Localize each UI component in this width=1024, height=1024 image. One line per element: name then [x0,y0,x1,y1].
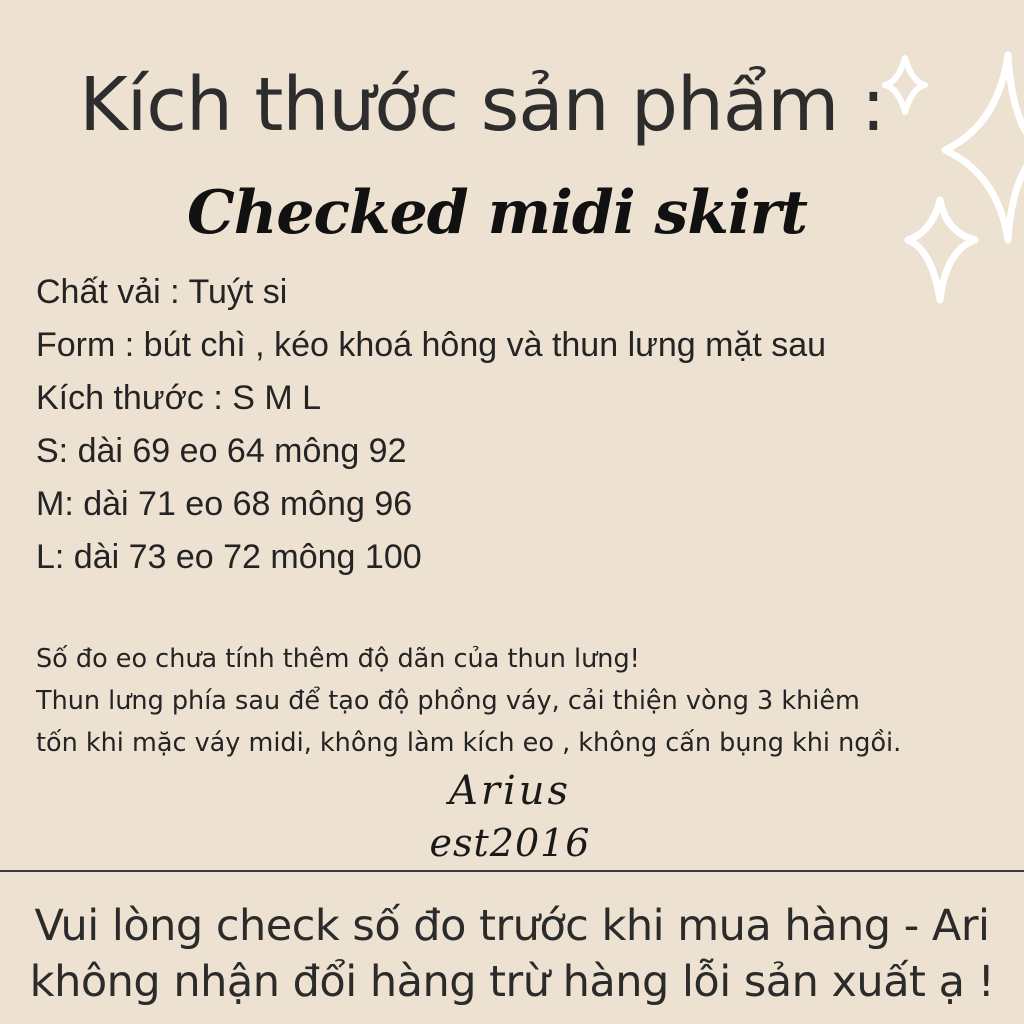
footer-notice [0,898,1024,1010]
spec-list [36,266,996,584]
brand-logo [420,765,600,869]
product-name: Checked midi skirt [186,178,808,248]
spec-form: Form : bút chì , kéo khoá hông và thun lưng mặt sau [36,326,827,364]
spec-size-m: M: dài 71 eo 68 mông 96 [36,485,413,523]
page-title: Kích thước sản phẩm : [79,62,885,148]
footer-line: không nhận đổi hàng trừ hàng lỗi sản xuất ạ ! [29,957,995,1007]
footer-line: Vui lòng check số đo trước khi mua hàng - Ari [34,901,990,951]
spec-size-s: S: dài 69 eo 64 mông 92 [36,432,407,470]
note-line: tốn khi mặc váy midi, không làm kích eo , không cấn bụng khi ngồi. [36,728,902,758]
spec-size-l: L: dài 73 eo 72 mông 100 [36,538,422,576]
spec-material: Chất vải : Tuýt si [36,273,288,311]
note-line: Số đo eo chưa tính thêm độ dãn của thun lưng! [36,644,640,674]
brand-established: est2016 [429,821,591,865]
note-line: Thun lưng phía sau để tạo độ phồng váy, cải thiện vòng 3 khiêm [36,686,860,716]
notes-block [36,638,1006,764]
divider [0,870,1024,872]
spec-sizes: Kích thước : S M L [36,379,322,417]
brand-name: Arius [448,768,572,814]
